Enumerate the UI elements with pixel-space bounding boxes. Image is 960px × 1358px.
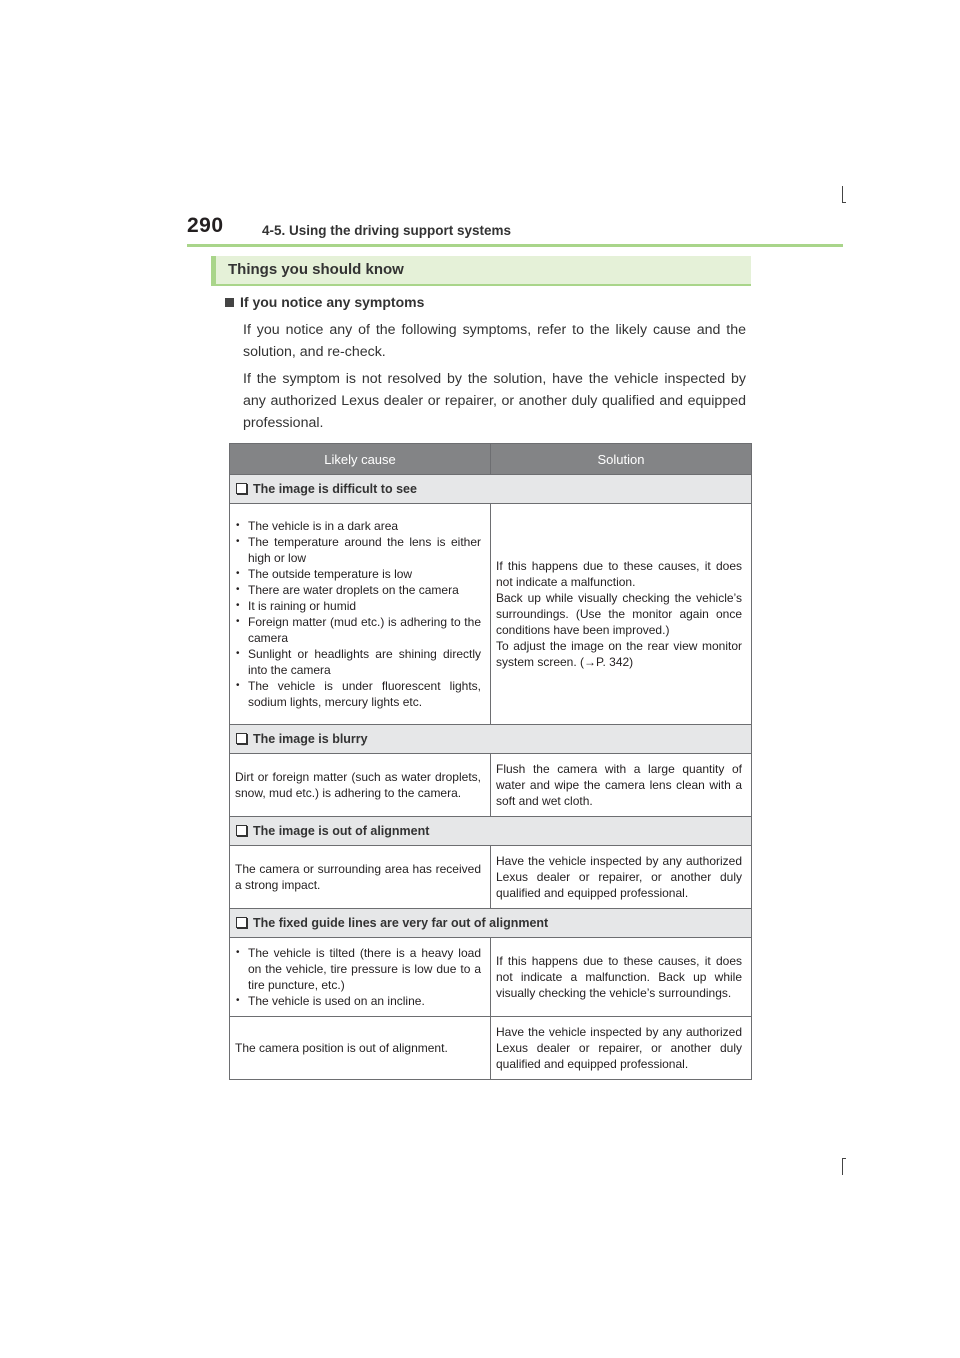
cause-cell [230, 938, 491, 1017]
square-bullet-icon [225, 298, 234, 307]
list-item: • Foreign matter (mud etc.) is adhering to the camera [235, 614, 481, 646]
symptoms-heading [225, 294, 424, 310]
table-header-row [230, 444, 752, 475]
solution-cell: If this happens due to these causes, it does not indicate a malfunction. Back up while visually checking the vehicle’s surroundings. [491, 938, 752, 1017]
troubleshooting-table [229, 443, 752, 1080]
group-row-guide-lines [230, 909, 752, 938]
list-item: • The temperature around the lens is either high or low [235, 534, 481, 566]
table-row [230, 1017, 752, 1080]
group-row-blurry [230, 725, 752, 754]
list-item: • The vehicle is under fluorescent lights, sodium lights, mercury lights etc. [235, 678, 481, 710]
solution-text: Back up while visually checking the vehicle’s surroundings. (Use the monitor again once conditions have been improved.) [496, 591, 742, 637]
checkbox-icon [236, 483, 247, 494]
solution-cell: Have the vehicle inspected by any authorized Lexus dealer or repairer, or another duly qualified and equipped professional. [491, 846, 752, 909]
solution-cell: Have the vehicle inspected by any authorized Lexus dealer or repairer, or another duly qualified and equipped professional. [491, 1017, 752, 1080]
group-row-difficult-to-see [230, 475, 752, 504]
cause-cell: The camera position is out of alignment. [230, 1017, 491, 1080]
list-item: • The vehicle is in a dark area [235, 518, 481, 534]
column-header-likely-cause: Likely cause [230, 444, 491, 475]
things-you-should-know-box [211, 256, 751, 286]
cause-list [235, 518, 481, 710]
header-rule [187, 244, 843, 247]
things-title: Things you should know [228, 261, 404, 278]
checkbox-icon [236, 733, 247, 744]
cause-cell: The camera or surrounding area has received a strong impact. [230, 846, 491, 909]
cause-cell: Dirt or foreign matter (such as water droplets, snow, mud etc.) is adhering to the camera. [230, 754, 491, 817]
table-row [230, 938, 752, 1017]
column-header-solution: Solution [491, 444, 752, 475]
list-item: • The outside temperature is low [235, 566, 481, 582]
table-row [230, 754, 752, 817]
solution-text: To adjust the image on the rear view monitor system screen. (→P. 342) [496, 639, 742, 669]
checkbox-icon [236, 917, 247, 928]
list-item: • The vehicle is tilted (there is a heavy load on the vehicle, tire pressure is low due to a tire puncture, etc.) [235, 945, 481, 993]
cause-list [235, 945, 481, 1009]
group-title: The image is blurry [253, 732, 368, 746]
solution-cell: Flush the camera with a large quantity of water and wipe the camera lens clean with a soft and wet cloth. [491, 754, 752, 817]
section-title: 4-5. Using the driving support systems [262, 223, 512, 238]
crop-mark-top [842, 186, 843, 203]
group-row-out-of-alignment [230, 817, 752, 846]
list-item: • There are water droplets on the camera [235, 582, 481, 598]
symptoms-paragraph-2: If the symptom is not resolved by the solution, have the vehicle inspected by any authorized Lexus dealer or repairer, or another duly qualified and equipped professional. [243, 371, 746, 431]
crop-mark-bottom [842, 1158, 843, 1175]
group-title: The fixed guide lines are very far out of alignment [253, 916, 549, 930]
checkbox-icon [236, 825, 247, 836]
symptoms-paragraph-1: If you notice any of the following symptoms, refer to the likely cause and the solution, and re-check. [243, 322, 746, 360]
list-item: • It is raining or humid [235, 598, 481, 614]
solution-text: If this happens due to these causes, it does not indicate a malfunction. [496, 559, 742, 589]
symptoms-heading-text: If you notice any symptoms [240, 294, 425, 310]
group-title: The image is out of alignment [253, 824, 430, 838]
table-row [230, 504, 752, 725]
list-item: • Sunlight or headlights are shining directly into the camera [235, 646, 481, 678]
group-title: The image is difficult to see [253, 482, 417, 496]
page-number: 290 [187, 214, 224, 237]
list-item: • The vehicle is used on an incline. [235, 993, 481, 1009]
table-row [230, 846, 752, 909]
cause-cell [230, 504, 491, 725]
solution-cell [491, 504, 752, 725]
